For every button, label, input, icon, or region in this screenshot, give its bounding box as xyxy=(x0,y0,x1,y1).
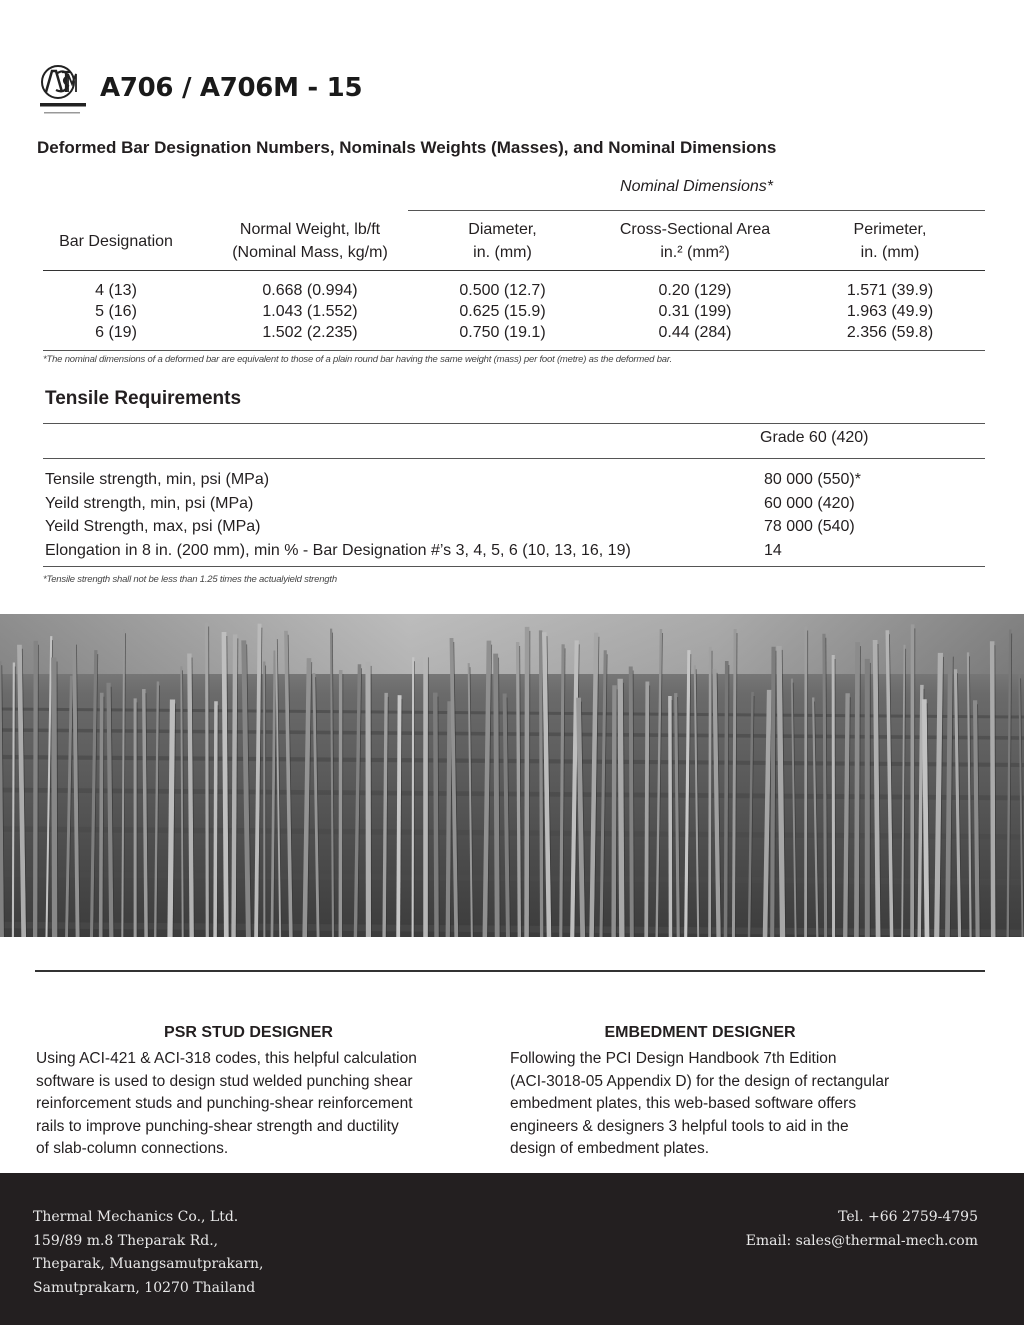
col-header-weight-line2: (Nominal Mass, kg/m) xyxy=(232,244,388,261)
tensile-row-value: 80 000 (550)* xyxy=(764,471,861,488)
document-header xyxy=(38,60,362,120)
table-cell: 0.500 (12.7) xyxy=(459,282,546,299)
description-line: reinforcement studs and punching-shear reinforcement xyxy=(36,1095,413,1112)
col-header-perimeter xyxy=(800,218,980,264)
tensile-header-divider xyxy=(43,458,985,459)
table-cell: 5 (16) xyxy=(95,303,137,320)
embedment-designer-description xyxy=(510,1048,950,1161)
tensile-footnote: *Tensile strength shall not be less than 1.25 times the actualyield strength xyxy=(43,574,337,585)
contact-details xyxy=(746,1206,978,1253)
tensile-requirements-title: Tensile Requirements xyxy=(45,388,242,409)
rebar-photo xyxy=(0,614,1024,937)
grade-header: Grade 60 (420) xyxy=(760,429,869,446)
embedment-designer-title: EMBEDMENT DESIGNER xyxy=(604,1024,796,1041)
table-cell: 0.750 (19.1) xyxy=(459,324,546,341)
address-line: Theparak, Muangsamutprakarn, xyxy=(33,1256,264,1272)
col-header-bar-designation: Bar Designation xyxy=(59,233,173,250)
col-header-area-line2: in.² (mm²) xyxy=(660,244,730,261)
col-header-perimeter-line1: Perimeter, xyxy=(853,221,927,238)
table-cell: 4 (13) xyxy=(95,282,137,299)
col-header-area-line1: Cross-Sectional Area xyxy=(619,221,771,238)
company-name: Thermal Mechanics Co., Ltd. xyxy=(33,1209,239,1225)
section-divider xyxy=(35,970,985,972)
col-header-weight xyxy=(210,218,410,264)
tensile-row-label: Tensile strength, min, psi (MPa) xyxy=(45,471,270,488)
tensile-top-divider xyxy=(43,423,985,424)
description-line: (ACI-3018-05 Appendix D) for the design of rectangular xyxy=(510,1072,890,1090)
table-cell: 1.502 (2.235) xyxy=(262,324,358,341)
description-line: of slab-column connections. xyxy=(36,1140,229,1157)
nominal-dimensions-group-header: Nominal Dimensions* xyxy=(620,178,773,195)
document-title: A706 / A706M - 15 xyxy=(100,73,363,103)
tensile-row-value: 14 xyxy=(764,542,782,559)
table-cell: 1.571 (39.9) xyxy=(846,282,934,299)
table-cell: 0.20 (129) xyxy=(658,282,732,299)
tensile-row-label: Elongation in 8 in. (200 mm), min % - Bar Designation #’s 3, 4, 5, 6 (10, 13, 16, 19) xyxy=(45,542,631,559)
tensile-row-value: 60 000 (420) xyxy=(764,495,855,512)
astm-logo xyxy=(38,62,90,118)
table-cell: 0.625 (15.9) xyxy=(459,303,546,320)
table-cell: 1.963 (49.9) xyxy=(846,303,934,320)
col-header-diameter xyxy=(420,218,585,264)
contact-footer xyxy=(0,1173,1024,1325)
col-header-diameter-line1: Diameter, xyxy=(468,221,537,238)
bar-table-footnote: *The nominal dimensions of a deformed bar are equivalent to those of a plain round bar having the same weight (mass) per foot (metre) as the deformed bar. xyxy=(43,354,672,365)
table-cell: 6 (19) xyxy=(95,324,137,341)
description-line: engineers & designers 3 helpful tools to aid in the xyxy=(510,1117,849,1135)
email-link[interactable]: Email: sales@thermal-mech.com xyxy=(745,1232,978,1249)
table-bottom-divider xyxy=(43,350,985,351)
tensile-row-label: Yeild strength, min, psi (MPa) xyxy=(45,495,254,512)
company-address xyxy=(33,1206,264,1300)
col-header-weight-line1: Normal Weight, lb/ft xyxy=(239,221,381,238)
col-header-diameter-line2: in. (mm) xyxy=(473,244,532,261)
table-cell: 0.668 (0.994) xyxy=(262,282,358,299)
description-line: Using ACI-421 & ACI-318 codes, this helpful calculation xyxy=(36,1050,417,1067)
table-cell: 1.043 (1.552) xyxy=(262,303,358,320)
tensile-bottom-divider xyxy=(43,566,985,567)
col-header-perimeter-line2: in. (mm) xyxy=(860,244,920,261)
psr-stud-designer-description xyxy=(36,1048,476,1161)
table-cell: 0.44 (284) xyxy=(658,324,732,341)
table-cell: 0.31 (199) xyxy=(658,303,732,320)
tensile-row-value: 78 000 (540) xyxy=(764,518,855,535)
bar-table-heading: Deformed Bar Designation Numbers, Nominals Weights (Masses), and Nominal Dimensions xyxy=(37,138,777,157)
description-line: design of embedment plates. xyxy=(510,1140,710,1157)
table-cell: 2.356 (59.8) xyxy=(846,324,934,341)
description-line: Following the PCI Design Handbook 7th Edition xyxy=(510,1050,837,1067)
col-header-area xyxy=(595,218,795,264)
psr-stud-designer-title: PSR STUD DESIGNER xyxy=(164,1024,333,1041)
tensile-row-label: Yeild Strength, max, psi (MPa) xyxy=(45,518,261,535)
telephone: Tel. +66 2759-4795 xyxy=(838,1209,978,1225)
address-line: 159/89 m.8 Theparak Rd., xyxy=(33,1232,219,1249)
group-header-divider xyxy=(408,210,985,211)
table-header-divider xyxy=(43,270,985,271)
description-line: software is used to design stud welded punching shear xyxy=(36,1072,413,1090)
address-line: Samutprakarn, 10270 Thailand xyxy=(33,1279,256,1296)
description-line: embedment plates, this web-based software offers xyxy=(510,1095,857,1112)
description-line: rails to improve punching-shear strength and ductility xyxy=(36,1117,399,1135)
